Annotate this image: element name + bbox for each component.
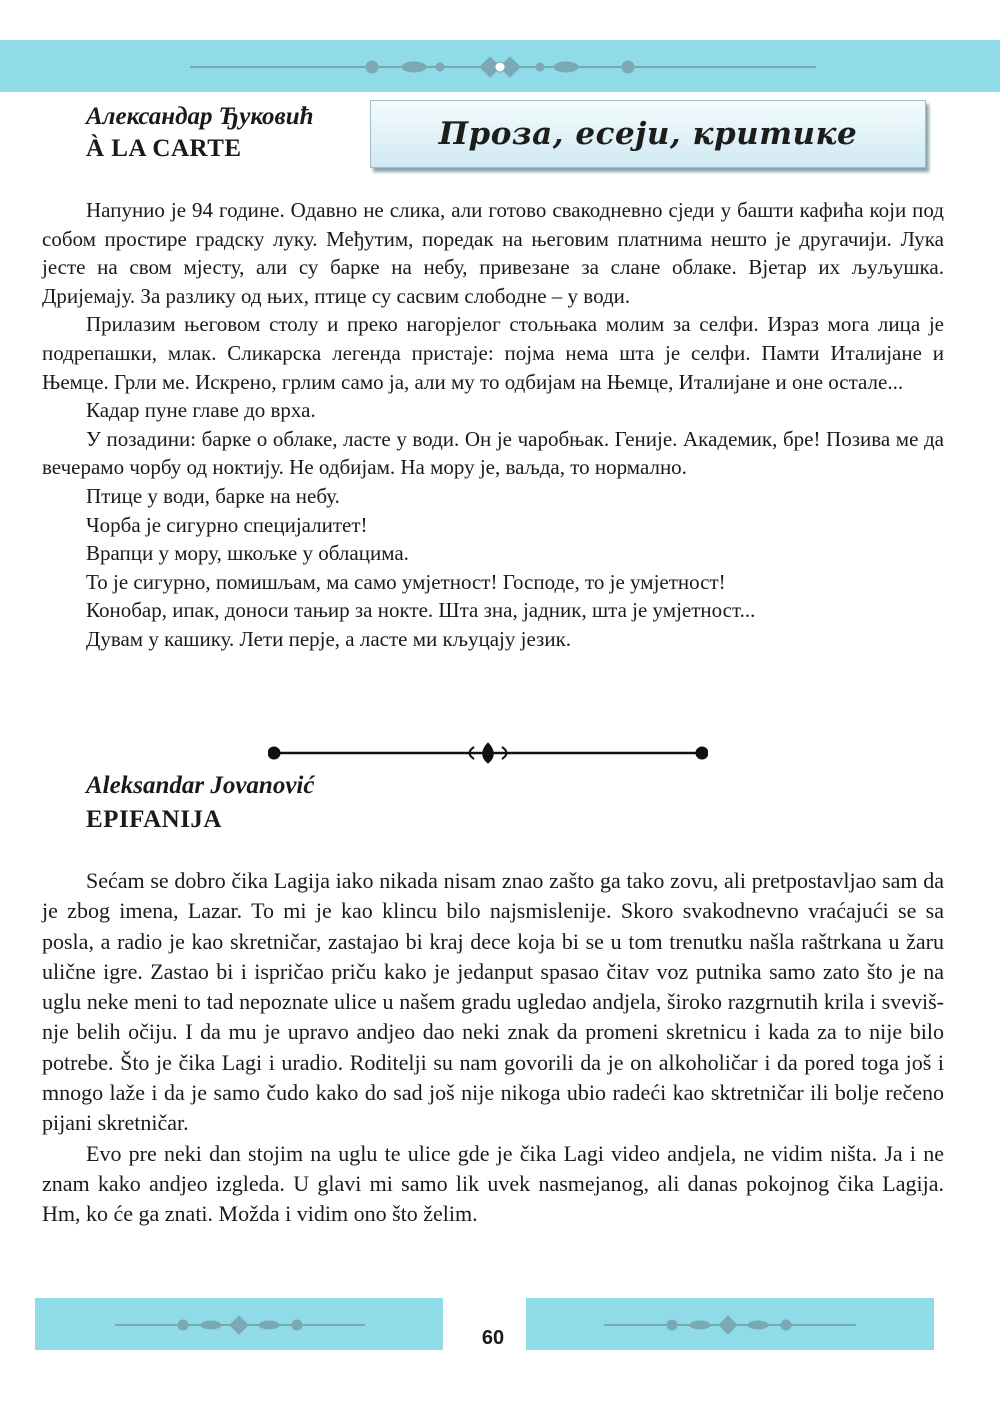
story1-paragraph-8: То је сигурно, помишљам, ма само умјетност! Господе, то је умјетност! xyxy=(86,569,726,594)
story1-paragraph-1: Напунио је 94 године. Одавно не слика, али готово свакодневно сједи у башти кафића који под собом простире градску луку. Међутим, поредак на његовим платнима нешто је другачији. Лука јесте на свом мјесту, али су барке на небу, привезане за слане облаке. Вјетар их љуљушка. Дријемају. За разлику од њих, птице су сасвим слободне – у води. xyxy=(42,198,944,308)
story2-paragraph-1: Sećam se dobro čika Lagija iako nikada nisam znao zašto ga tako zovu, ali pretpostavljao sam da je zbog imena, Lazar. To mi je kao klincu bilo najsmislenije. Skoro svakodnevno vraćajući se sa posla, a radio je kao skretničar, zastajao bi kraj dece koja bi se u tom trenutku našla raštrkana u žaru ulične igre. Zastao bi i ispričao priču kako je jedanput spasao čitav voz putnika samo zato što je na uglu neke meni to tad nepoznate ulice u našem gradu ugledao andjela, široko razgrnutih krila i svevišnje belih očiju. I da mu je upravo andjeo dao neki znak da promeni skretnicu i kada za to nije bilo potrebe. Što je čika Lagi i uradio. Roditelji su nam govorili da je on alkoholičar i da pored toga još i mnogo laže i da je samo čudo kako do sad još nije nikoga ubio radeći kao sktretničar ili bolje rečeno pijani skretničar. xyxy=(42,868,944,1136)
section-title: Проза, есеји, критике xyxy=(438,116,858,152)
story1-paragraph-2: Прилазим његовом столу и преко нагорјелог стољњака молим за селфи. Израз мога лица је подрепашки, млак. Сликарска легенда пристаје: појма нема шта је селфи. Памти Италијане и Њемце. Грли ме. Искрено, грлим само ја, али му то одбијам на Њемце, Италијане и оне остале... xyxy=(42,312,944,394)
ornament-icon xyxy=(35,1298,443,1350)
section-title-box xyxy=(370,100,926,168)
story1-paragraph-7: Врапци у мору, шкољке у облацима. xyxy=(86,541,409,566)
page-number: 60 xyxy=(481,1327,505,1349)
story1-paragraph-10: Дувам у кашику. Лети перје, а ласте ми кљуцају језик. xyxy=(86,626,572,651)
bottom-right-decorative-band xyxy=(526,1298,934,1350)
story2-title: EPIFANIJA xyxy=(86,806,222,833)
story2-author: Aleksandar Jovanović xyxy=(86,772,315,799)
bottom-left-decorative-band xyxy=(35,1298,443,1350)
story1-author: Александар Ђуковић xyxy=(86,103,314,130)
story2-text xyxy=(42,866,944,1230)
story1-paragraph-5: Птице у води, барке на небу. xyxy=(86,483,340,508)
story2-paragraph-2: Evo pre neki dan stojim na uglu te ulice gde je čika Lagi video andjela, ne vidim ništa. Ja i ne znam kako andjeo izgleda. U glavi mi samo lik uvek nasmejanog, ali danas pokojnog čika Lagija. Hm, ko će ga znati. Možda i vidim ono što želim. xyxy=(42,1140,944,1227)
story1-title: À LA CARTE xyxy=(86,135,242,162)
ornament-icon xyxy=(526,1298,934,1350)
divider-ornament-icon xyxy=(268,741,708,765)
ornament-icon xyxy=(0,40,1000,92)
top-decorative-band xyxy=(0,40,1000,92)
story1-paragraph-9: Конобар, ипак, доноси тањир за нокте. Шта зна, јадник, шта је умјетност... xyxy=(86,598,756,623)
story1-paragraph-4: У позадини: барке о облаке, ласте у води. Он је чаробњак. Геније. Академик, бре! Позива ме да вечерамо чорбу од ноктију. Не одбијам. На мору је, ваљда, то нормално. xyxy=(42,426,944,480)
story1-text xyxy=(42,196,944,654)
story1-paragraph-6: Чорба је сигурно специјалитет! xyxy=(86,512,368,537)
story1-paragraph-3: Кадар пуне главе до врха. xyxy=(86,398,316,423)
